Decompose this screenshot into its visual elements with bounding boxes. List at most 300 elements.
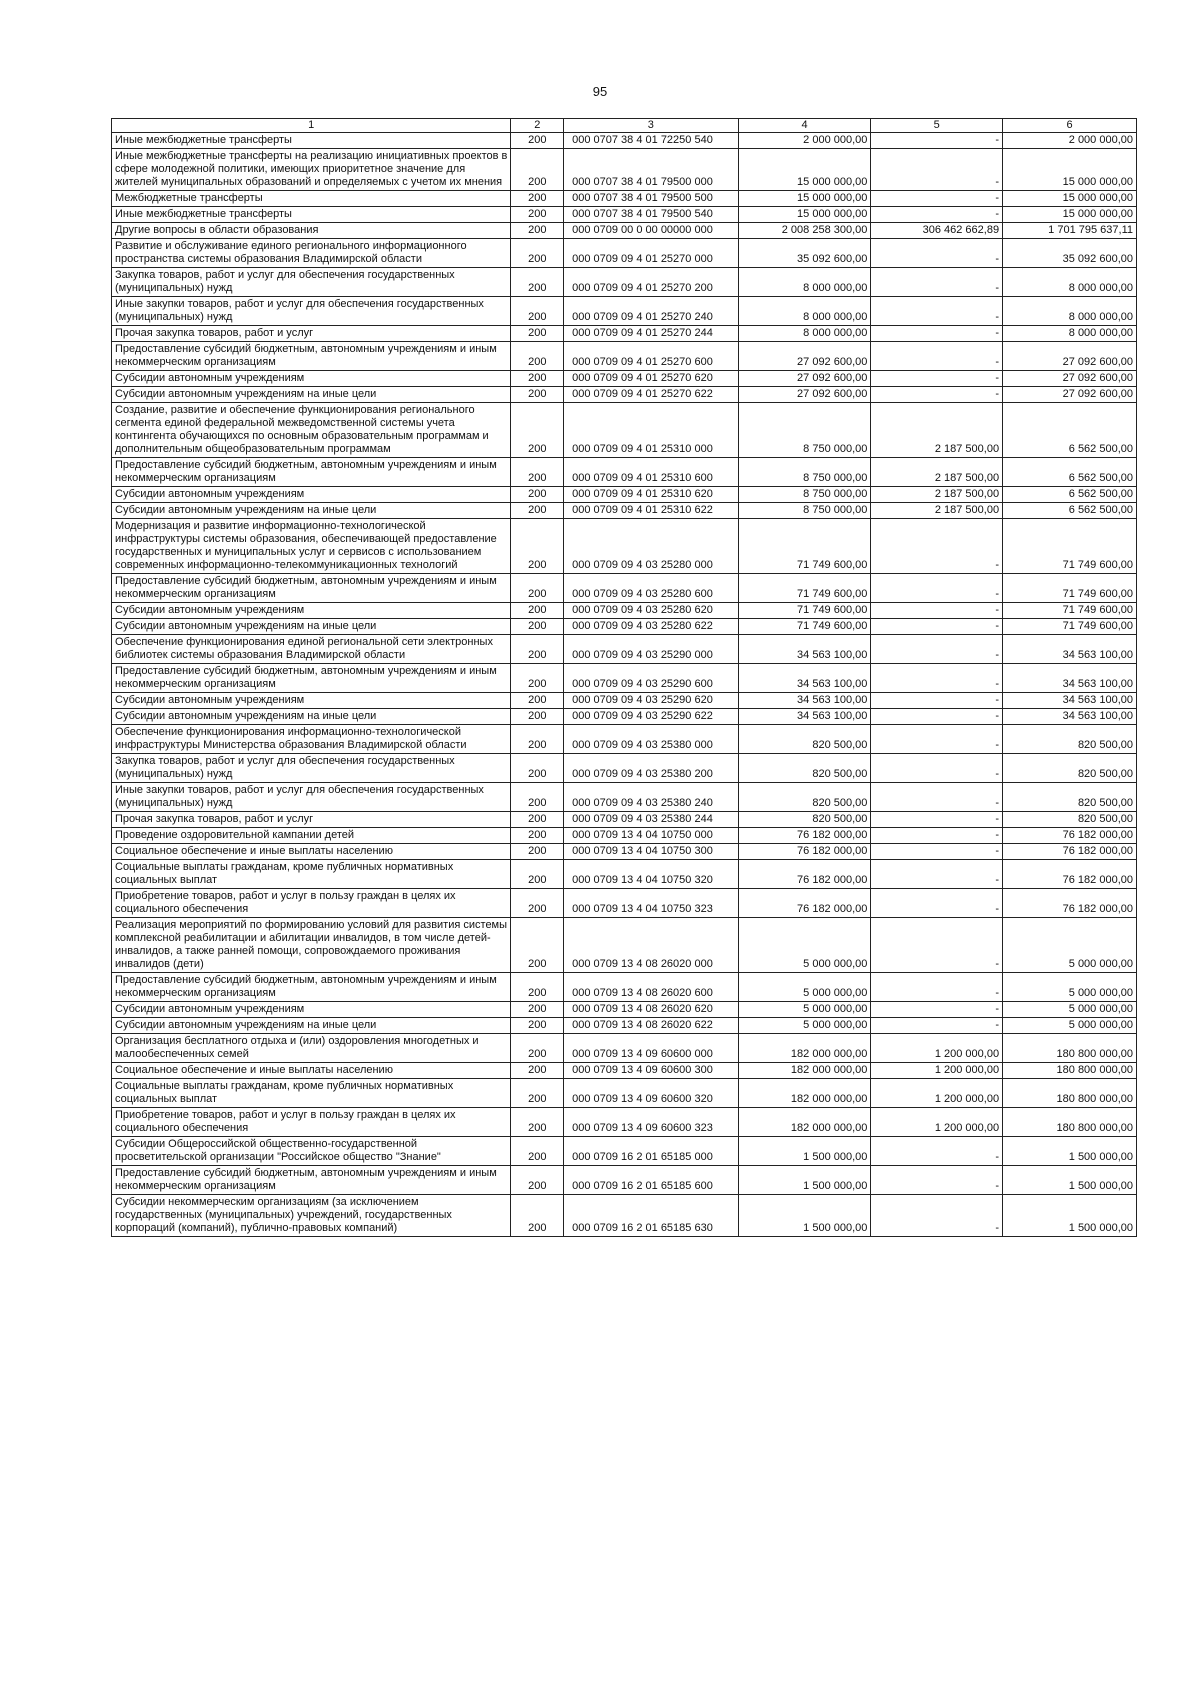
row-kbk-cell: 000 0709 09 4 03 25290 620 [564,693,738,709]
row-name-cell: Развитие и обслуживание единого регионального информационного пространства системы образования Владимирской области [112,239,511,268]
row-code-cell: 200 [511,1079,564,1108]
row-amount-cell: 8 000 000,00 [738,297,871,326]
row-amount-cell: 71 749 600,00 [738,603,871,619]
row-regional-amount-cell: 76 182 000,00 [1003,828,1137,844]
row-federal-amount-cell: - [871,268,1003,297]
row-federal-amount-cell: - [871,973,1003,1002]
row-federal-amount-cell: 2 187 500,00 [871,503,1003,519]
row-regional-amount-cell: 820 500,00 [1003,783,1137,812]
row-regional-amount-cell: 71 749 600,00 [1003,519,1137,574]
row-federal-amount-cell: 1 200 000,00 [871,1108,1003,1137]
table-row [112,725,1137,754]
row-amount-cell: 820 500,00 [738,812,871,828]
row-amount-cell: 820 500,00 [738,725,871,754]
row-federal-amount-cell: - [871,574,1003,603]
table-row [112,1018,1137,1034]
row-name-cell: Субсидии автономным учреждениям на иные цели [112,1018,511,1034]
row-name-cell: Приобретение товаров, работ и услуг в пользу граждан в целях их социального обеспечения [112,1108,511,1137]
row-code-cell: 200 [511,371,564,387]
row-regional-amount-cell: 820 500,00 [1003,812,1137,828]
row-federal-amount-cell: - [871,326,1003,342]
row-federal-amount-cell: - [871,693,1003,709]
row-federal-amount-cell: - [871,828,1003,844]
row-name-cell: Субсидии автономным учреждениям [112,603,511,619]
row-kbk-cell: 000 0709 13 4 09 60600 323 [564,1108,738,1137]
row-regional-amount-cell: 2 000 000,00 [1003,133,1137,149]
table-row [112,619,1137,635]
row-federal-amount-cell: - [871,635,1003,664]
table-row [112,860,1137,889]
row-code-cell: 200 [511,487,564,503]
row-code-cell: 200 [511,239,564,268]
column-number-3: 3 [564,119,738,133]
row-kbk-cell: 000 0709 13 4 08 26020 600 [564,973,738,1002]
row-code-cell: 200 [511,191,564,207]
row-name-cell: Закупка товаров, работ и услуг для обеспечения государственных (муниципальных) нужд [112,268,511,297]
row-amount-cell: 8 000 000,00 [738,268,871,297]
row-federal-amount-cell: - [871,725,1003,754]
row-code-cell: 200 [511,1018,564,1034]
row-code-cell: 200 [511,268,564,297]
row-code-cell: 200 [511,458,564,487]
table-row [112,844,1137,860]
table-row [112,1166,1137,1195]
table-row [112,1063,1137,1079]
row-code-cell: 200 [511,635,564,664]
row-name-cell: Иные межбюджетные трансферты [112,207,511,223]
row-regional-amount-cell: 71 749 600,00 [1003,619,1137,635]
row-name-cell: Предоставление субсидий бюджетным, автономным учреждениям и иным некоммерческим организациям [112,1166,511,1195]
table-row [112,149,1137,191]
row-regional-amount-cell: 180 800 000,00 [1003,1034,1137,1063]
row-kbk-cell: 000 0709 13 4 08 26020 622 [564,1018,738,1034]
row-code-cell: 200 [511,1137,564,1166]
row-amount-cell: 5 000 000,00 [738,1002,871,1018]
row-kbk-cell: 000 0709 13 4 04 10750 323 [564,889,738,918]
table-row [112,603,1137,619]
row-code-cell: 200 [511,889,564,918]
row-kbk-cell: 000 0707 38 4 01 79500 540 [564,207,738,223]
row-kbk-cell: 000 0709 13 4 09 60600 300 [564,1063,738,1079]
row-name-cell: Субсидии автономным учреждениям [112,487,511,503]
row-code-cell: 200 [511,1034,564,1063]
row-regional-amount-cell: 71 749 600,00 [1003,574,1137,603]
row-amount-cell: 1 500 000,00 [738,1195,871,1237]
row-amount-cell: 71 749 600,00 [738,574,871,603]
row-code-cell: 200 [511,342,564,371]
row-federal-amount-cell: 2 187 500,00 [871,458,1003,487]
row-amount-cell: 820 500,00 [738,754,871,783]
row-regional-amount-cell: 180 800 000,00 [1003,1079,1137,1108]
row-regional-amount-cell: 820 500,00 [1003,754,1137,783]
table-row [112,239,1137,268]
row-name-cell: Субсидии Общероссийской общественно-государственной просветительской организации "Российское общество "Знание" [112,1137,511,1166]
row-kbk-cell: 000 0709 09 4 03 25280 600 [564,574,738,603]
row-amount-cell: 182 000 000,00 [738,1079,871,1108]
row-amount-cell: 182 000 000,00 [738,1034,871,1063]
row-code-cell: 200 [511,828,564,844]
row-name-cell: Субсидии автономным учреждениям [112,1002,511,1018]
row-federal-amount-cell: - [871,812,1003,828]
row-kbk-cell: 000 0709 09 4 01 25310 600 [564,458,738,487]
row-federal-amount-cell: - [871,844,1003,860]
row-federal-amount-cell: - [871,1137,1003,1166]
row-kbk-cell: 000 0709 13 4 08 26020 620 [564,1002,738,1018]
row-code-cell: 200 [511,973,564,1002]
row-amount-cell: 76 182 000,00 [738,828,871,844]
row-federal-amount-cell: - [871,387,1003,403]
row-regional-amount-cell: 180 800 000,00 [1003,1063,1137,1079]
row-amount-cell: 182 000 000,00 [738,1063,871,1079]
row-amount-cell: 8 750 000,00 [738,503,871,519]
row-amount-cell: 15 000 000,00 [738,149,871,191]
row-code-cell: 200 [511,207,564,223]
row-code-cell: 200 [511,664,564,693]
table-row [112,889,1137,918]
row-regional-amount-cell: 5 000 000,00 [1003,1002,1137,1018]
row-code-cell: 200 [511,619,564,635]
row-regional-amount-cell: 34 563 100,00 [1003,664,1137,693]
row-amount-cell: 35 092 600,00 [738,239,871,268]
row-amount-cell: 76 182 000,00 [738,889,871,918]
row-kbk-cell: 000 0709 09 4 01 25270 600 [564,342,738,371]
row-code-cell: 200 [511,574,564,603]
row-code-cell: 200 [511,1063,564,1079]
row-kbk-cell: 000 0709 09 4 03 25280 620 [564,603,738,619]
row-regional-amount-cell: 8 000 000,00 [1003,297,1137,326]
row-kbk-cell: 000 0709 09 4 01 25270 240 [564,297,738,326]
row-federal-amount-cell: - [871,1195,1003,1237]
row-kbk-cell: 000 0709 09 4 01 25310 000 [564,403,738,458]
row-federal-amount-cell: - [871,603,1003,619]
row-kbk-cell: 000 0709 09 4 03 25290 622 [564,709,738,725]
row-federal-amount-cell: - [871,783,1003,812]
row-code-cell: 200 [511,519,564,574]
row-federal-amount-cell: 1 200 000,00 [871,1034,1003,1063]
table-row [112,403,1137,458]
table-row [112,918,1137,973]
row-regional-amount-cell: 820 500,00 [1003,725,1137,754]
table-row [112,268,1137,297]
table-row [112,503,1137,519]
row-amount-cell: 5 000 000,00 [738,973,871,1002]
table-row [112,783,1137,812]
row-kbk-cell: 000 0709 09 4 01 25270 000 [564,239,738,268]
table-row [112,371,1137,387]
row-kbk-cell: 000 0709 09 4 01 25270 620 [564,371,738,387]
row-kbk-cell: 000 0709 09 4 01 25270 622 [564,387,738,403]
row-federal-amount-cell: - [871,619,1003,635]
row-kbk-cell: 000 0709 09 4 01 25270 200 [564,268,738,297]
row-code-cell: 200 [511,297,564,326]
row-federal-amount-cell: 306 462 662,89 [871,223,1003,239]
row-amount-cell: 34 563 100,00 [738,664,871,693]
row-federal-amount-cell: - [871,860,1003,889]
row-amount-cell: 34 563 100,00 [738,693,871,709]
budget-table [111,118,1137,1237]
row-federal-amount-cell: - [871,1002,1003,1018]
row-name-cell: Иные межбюджетные трансферты на реализацию инициативных проектов в сфере молодежной политики, имеющих приоритетное значение для жителей муниципальных образований и определяемых с учетом их мнения [112,149,511,191]
row-regional-amount-cell: 6 562 500,00 [1003,487,1137,503]
row-regional-amount-cell: 8 000 000,00 [1003,268,1137,297]
row-name-cell: Социальное обеспечение и иные выплаты населению [112,844,511,860]
table-row [112,635,1137,664]
column-number-5: 5 [871,119,1003,133]
row-kbk-cell: 000 0707 38 4 01 79500 500 [564,191,738,207]
row-code-cell: 200 [511,223,564,239]
column-number-2: 2 [511,119,564,133]
row-kbk-cell: 000 0709 13 4 04 10750 000 [564,828,738,844]
row-regional-amount-cell: 1 500 000,00 [1003,1195,1137,1237]
row-regional-amount-cell: 27 092 600,00 [1003,342,1137,371]
row-regional-amount-cell: 76 182 000,00 [1003,844,1137,860]
row-name-cell: Субсидии автономным учреждениям на иные цели [112,619,511,635]
row-federal-amount-cell: 1 200 000,00 [871,1063,1003,1079]
column-number-1: 1 [112,119,511,133]
row-kbk-cell: 000 0709 09 4 03 25380 200 [564,754,738,783]
row-name-cell: Социальное обеспечение и иные выплаты населению [112,1063,511,1079]
table-row [112,387,1137,403]
row-kbk-cell: 000 0709 13 4 08 26020 000 [564,918,738,973]
row-name-cell: Прочая закупка товаров, работ и услуг [112,326,511,342]
row-name-cell: Социальные выплаты гражданам, кроме публичных нормативных социальных выплат [112,860,511,889]
row-code-cell: 200 [511,709,564,725]
row-name-cell: Субсидии автономным учреждениям на иные цели [112,503,511,519]
row-regional-amount-cell: 34 563 100,00 [1003,635,1137,664]
row-amount-cell: 15 000 000,00 [738,207,871,223]
row-federal-amount-cell: - [871,1018,1003,1034]
row-regional-amount-cell: 34 563 100,00 [1003,693,1137,709]
row-name-cell: Реализация мероприятий по формированию условий для развития системы комплексной реабилитации и абилитации инвалидов, в том числе детей-инвалидов, а также ранней помощи, сопровождаемого проживания инвалидов (дети) [112,918,511,973]
row-amount-cell: 27 092 600,00 [738,371,871,387]
row-code-cell: 200 [511,754,564,783]
row-amount-cell: 5 000 000,00 [738,918,871,973]
table-row [112,326,1137,342]
row-amount-cell: 8 000 000,00 [738,326,871,342]
row-name-cell: Приобретение товаров, работ и услуг в пользу граждан в целях их социального обеспечения [112,889,511,918]
row-kbk-cell: 000 0709 09 4 03 25280 622 [564,619,738,635]
table-row [112,458,1137,487]
column-number-row [112,119,1137,133]
row-amount-cell: 8 750 000,00 [738,403,871,458]
table-row [112,812,1137,828]
row-kbk-cell: 000 0709 13 4 04 10750 300 [564,844,738,860]
row-kbk-cell: 000 0709 09 4 03 25380 244 [564,812,738,828]
table-row [112,1108,1137,1137]
table-row [112,693,1137,709]
row-amount-cell: 2 000 000,00 [738,133,871,149]
row-amount-cell: 1 500 000,00 [738,1137,871,1166]
row-code-cell: 200 [511,149,564,191]
row-federal-amount-cell: - [871,239,1003,268]
row-regional-amount-cell: 5 000 000,00 [1003,1018,1137,1034]
row-federal-amount-cell: - [871,918,1003,973]
row-kbk-cell: 000 0709 16 2 01 65185 630 [564,1195,738,1237]
row-name-cell: Иные закупки товаров, работ и услуг для обеспечения государственных (муниципальных) нужд [112,297,511,326]
row-name-cell: Предоставление субсидий бюджетным, автономным учреждениям и иным некоммерческим организациям [112,458,511,487]
row-amount-cell: 8 750 000,00 [738,458,871,487]
row-name-cell: Предоставление субсидий бюджетным, автономным учреждениям и иным некоммерческим организациям [112,973,511,1002]
row-name-cell: Предоставление субсидий бюджетным, автономным учреждениям и иным некоммерческим организациям [112,342,511,371]
row-regional-amount-cell: 8 000 000,00 [1003,326,1137,342]
page-number: 95 [592,84,608,99]
row-name-cell: Социальные выплаты гражданам, кроме публичных нормативных социальных выплат [112,1079,511,1108]
row-amount-cell: 34 563 100,00 [738,709,871,725]
row-kbk-cell: 000 0709 09 4 03 25380 240 [564,783,738,812]
row-amount-cell: 820 500,00 [738,783,871,812]
row-name-cell: Обеспечение функционирования единой региональной сети электронных библиотек системы образования Владимирской области [112,635,511,664]
table-row [112,1079,1137,1108]
row-regional-amount-cell: 27 092 600,00 [1003,371,1137,387]
row-kbk-cell: 000 0709 09 4 01 25270 244 [564,326,738,342]
row-regional-amount-cell: 76 182 000,00 [1003,889,1137,918]
row-amount-cell: 71 749 600,00 [738,519,871,574]
row-code-cell: 200 [511,812,564,828]
row-federal-amount-cell: - [871,889,1003,918]
row-name-cell: Создание, развитие и обеспечение функционирования регионального сегмента единой федеральной межведомственной системы учета контингента обучающихся по основным образовательным программам и дополнительным общеобразовательным программам [112,403,511,458]
table-row [112,223,1137,239]
row-federal-amount-cell: - [871,133,1003,149]
row-name-cell: Закупка товаров, работ и услуг для обеспечения государственных (муниципальных) нужд [112,754,511,783]
row-name-cell: Предоставление субсидий бюджетным, автономным учреждениям и иным некоммерческим организациям [112,574,511,603]
row-kbk-cell: 000 0707 38 4 01 72250 540 [564,133,738,149]
row-amount-cell: 2 008 258 300,00 [738,223,871,239]
row-name-cell: Другие вопросы в области образования [112,223,511,239]
row-amount-cell: 76 182 000,00 [738,860,871,889]
row-kbk-cell: 000 0709 09 4 03 25290 600 [564,664,738,693]
row-regional-amount-cell: 5 000 000,00 [1003,973,1137,1002]
row-regional-amount-cell: 34 563 100,00 [1003,709,1137,725]
row-regional-amount-cell: 71 749 600,00 [1003,603,1137,619]
row-code-cell: 200 [511,918,564,973]
row-name-cell: Субсидии автономным учреждениям на иные цели [112,709,511,725]
row-name-cell: Межбюджетные трансферты [112,191,511,207]
row-name-cell: Иные межбюджетные трансферты [112,133,511,149]
row-regional-amount-cell: 180 800 000,00 [1003,1108,1137,1137]
row-code-cell: 200 [511,725,564,754]
row-code-cell: 200 [511,693,564,709]
row-name-cell: Обеспечение функционирования информационно-технологической инфраструктуры Министерства образования Владимирской области [112,725,511,754]
row-amount-cell: 5 000 000,00 [738,1018,871,1034]
row-kbk-cell: 000 0709 13 4 09 60600 000 [564,1034,738,1063]
row-kbk-cell: 000 0709 09 4 03 25380 000 [564,725,738,754]
row-regional-amount-cell: 6 562 500,00 [1003,403,1137,458]
row-amount-cell: 182 000 000,00 [738,1108,871,1137]
row-regional-amount-cell: 35 092 600,00 [1003,239,1137,268]
row-code-cell: 200 [511,1002,564,1018]
table-row [112,1002,1137,1018]
row-name-cell: Предоставление субсидий бюджетным, автономным учреждениям и иным некоммерческим организациям [112,664,511,693]
row-code-cell: 200 [511,403,564,458]
row-regional-amount-cell: 6 562 500,00 [1003,458,1137,487]
row-regional-amount-cell: 6 562 500,00 [1003,503,1137,519]
row-kbk-cell: 000 0709 13 4 04 10750 320 [564,860,738,889]
row-regional-amount-cell: 76 182 000,00 [1003,860,1137,889]
row-name-cell: Иные закупки товаров, работ и услуг для обеспечения государственных (муниципальных) нужд [112,783,511,812]
row-code-cell: 200 [511,387,564,403]
row-amount-cell: 8 750 000,00 [738,487,871,503]
row-federal-amount-cell: - [871,754,1003,783]
table-row [112,574,1137,603]
row-federal-amount-cell: 2 187 500,00 [871,487,1003,503]
table-row [112,754,1137,783]
table-row [112,1195,1137,1237]
row-code-cell: 200 [511,603,564,619]
row-federal-amount-cell: - [871,207,1003,223]
row-regional-amount-cell: 5 000 000,00 [1003,918,1137,973]
table-body [112,133,1137,1237]
row-federal-amount-cell: 2 187 500,00 [871,403,1003,458]
row-name-cell: Проведение оздоровительной кампании детей [112,828,511,844]
row-federal-amount-cell: - [871,1166,1003,1195]
row-code-cell: 200 [511,1166,564,1195]
row-name-cell: Субсидии некоммерческим организациям (за исключением государственных (муниципальных) учреждений, государственных корпораций (компаний), публично-правовых компаний) [112,1195,511,1237]
row-name-cell: Организация бесплатного отдыха и (или) оздоровления многодетных и малообеспеченных семей [112,1034,511,1063]
row-amount-cell: 15 000 000,00 [738,191,871,207]
row-federal-amount-cell: - [871,664,1003,693]
row-amount-cell: 76 182 000,00 [738,844,871,860]
table-row [112,487,1137,503]
table-row [112,973,1137,1002]
row-code-cell: 200 [511,503,564,519]
table-row [112,1137,1137,1166]
row-code-cell: 200 [511,326,564,342]
table-row [112,519,1137,574]
column-number-6: 6 [1003,119,1137,133]
row-federal-amount-cell: - [871,149,1003,191]
table-row [112,664,1137,693]
row-kbk-cell: 000 0709 09 4 03 25290 000 [564,635,738,664]
row-kbk-cell: 000 0709 00 0 00 00000 000 [564,223,738,239]
row-federal-amount-cell: - [871,191,1003,207]
row-regional-amount-cell: 1 500 000,00 [1003,1137,1137,1166]
row-code-cell: 200 [511,133,564,149]
table-row [112,1034,1137,1063]
row-code-cell: 200 [511,1108,564,1137]
row-regional-amount-cell: 1 500 000,00 [1003,1166,1137,1195]
row-federal-amount-cell: - [871,709,1003,725]
row-federal-amount-cell: - [871,371,1003,387]
row-kbk-cell: 000 0709 13 4 09 60600 320 [564,1079,738,1108]
row-name-cell: Субсидии автономным учреждениям [112,371,511,387]
row-kbk-cell: 000 0709 09 4 03 25280 000 [564,519,738,574]
row-federal-amount-cell: - [871,297,1003,326]
table-row [112,207,1137,223]
table-row [112,709,1137,725]
row-code-cell: 200 [511,844,564,860]
row-name-cell: Модернизация и развитие информационно-технологической инфраструктуры системы образования, обеспечивающей предоставление государственных и муниципальных услуг и сервисов с использованием современных информационно-телекоммуникационных технологий [112,519,511,574]
row-code-cell: 200 [511,860,564,889]
row-federal-amount-cell: 1 200 000,00 [871,1079,1003,1108]
table-row [112,297,1137,326]
row-kbk-cell: 000 0707 38 4 01 79500 000 [564,149,738,191]
table-row [112,342,1137,371]
row-name-cell: Субсидии автономным учреждениям [112,693,511,709]
row-name-cell: Прочая закупка товаров, работ и услуг [112,812,511,828]
row-kbk-cell: 000 0709 16 2 01 65185 600 [564,1166,738,1195]
row-regional-amount-cell: 27 092 600,00 [1003,387,1137,403]
row-amount-cell: 71 749 600,00 [738,619,871,635]
row-amount-cell: 27 092 600,00 [738,342,871,371]
table-row [112,133,1137,149]
row-regional-amount-cell: 15 000 000,00 [1003,207,1137,223]
table-row [112,191,1137,207]
row-regional-amount-cell: 1 701 795 637,11 [1003,223,1137,239]
row-amount-cell: 34 563 100,00 [738,635,871,664]
row-federal-amount-cell: - [871,519,1003,574]
row-code-cell: 200 [511,1195,564,1237]
row-regional-amount-cell: 15 000 000,00 [1003,149,1137,191]
